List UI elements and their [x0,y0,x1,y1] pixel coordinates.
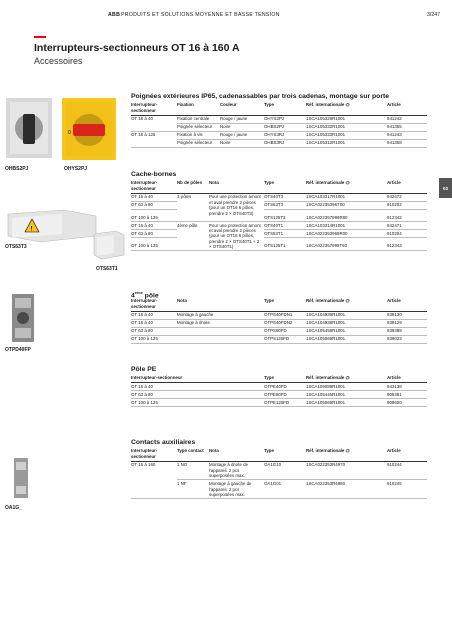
cell: 3 pôles [177,193,209,221]
oa1g-image [6,454,36,502]
cell: 1SCA022353969R00 [306,230,387,238]
ohys2pj-image [60,96,118,164]
cell: 1SCA022353967S0 [306,201,387,209]
table-row [131,193,427,201]
cell: 1SCA105332R1001 [306,123,387,131]
cell: OTPS40FDN1 [264,311,306,319]
table-row [131,327,427,335]
table-row [131,335,427,343]
cell: 1SCA105069R1001 [306,399,387,407]
cell: 1SCA105333R1001 [306,131,387,139]
cell: OT 16 à 40 [131,116,153,122]
cell: 939389 [387,327,427,335]
col-header: Nota [177,297,264,311]
handles-section [131,92,427,148]
cell: OT 100 à 125 [131,399,264,407]
cell: 1SCA104938R1001 [306,319,387,327]
cell: 939130 [387,311,427,319]
table-row [131,131,427,139]
cell: OTPE125FD [264,399,306,407]
pe-pole-table [131,374,427,407]
cell: 941355 [387,123,427,131]
col-header: Type [264,374,306,383]
table-row [131,201,427,209]
col-header: Interrupteur-sectionneur [131,101,177,115]
table-row [131,461,427,480]
cell: Montage à droite de l'appareil. 2 pcs superposées max. [209,461,264,480]
cell [177,335,264,343]
col-header: Article [387,447,427,461]
cell: 939023 [387,335,427,343]
otpd40fp-label: OTPD40FP [5,347,31,353]
cell: 1SCA105312R1001 [306,139,387,147]
handles-title: Poignées extérieures IP65, cadenassables par trois cadenas, montage sur porte [131,93,390,100]
col-header: Réf. internationale @ [306,297,387,311]
ots63t1-image [90,228,126,262]
cell: OT 16 à 40 [131,383,264,391]
cell: OTS63T3 [264,201,306,209]
cell: OT 16 à 40 [131,193,177,201]
table-row [131,399,427,407]
chapter-tab[interactable]: 03 [439,178,452,198]
cell: 1SCA104939R1001 [306,311,387,319]
col-header: Interrupteur-sectionneur [131,447,177,461]
fourth-pole-section [131,288,427,344]
cell: Noire [220,139,264,147]
svg-text:0: 0 [68,130,71,136]
cell: Poignée sélecteur [177,139,220,147]
cell: 1SCA105069R1001 [306,335,387,343]
pe-pole-section [131,365,427,407]
ohys2pj-label: OHYS2PJ [64,166,88,172]
cell: 909381 [387,391,427,399]
col-header: Réf. internationale @ [306,447,387,461]
terminal-covers-title: Cache-bornes [131,171,177,178]
cell [131,480,177,499]
cell: 1 NO [177,461,209,480]
aux-contacts-title: Contacts auxiliaires [131,439,196,446]
title-sup: ème [134,290,143,295]
cell: 1SCA022357999R80 [306,209,387,221]
ots63t3-image [4,206,100,246]
table-row [131,209,427,221]
cell: OT 100 à 125 [131,238,177,251]
cell: OHBS3RJ [264,139,306,147]
cell: Montage à gauche de l'appareil. 2 pcs superposées max. [209,480,264,499]
col-header: Article [387,297,427,311]
oa1g-label: OA1G_ [5,505,22,511]
cell: 939129 [387,319,427,327]
svg-text:!: ! [30,226,33,233]
cell: OHYS3RJ [264,131,306,139]
title-part: pôle [142,292,159,300]
cell: OT 16 à 40 [131,221,177,229]
col-header: Réf. internationale @ [306,101,387,115]
col-header: Article [387,374,427,383]
cell: OTPS125FD [264,335,306,343]
cell: Fixation à vis [177,131,220,139]
cell: 912342 [387,209,427,221]
ohbs2pj-image [4,96,54,164]
cell: OTS40T3 [264,193,306,201]
col-header: Nota [209,179,264,193]
cell: OTS125T1 [264,238,306,251]
aux-contacts-table [131,447,427,499]
cell: OTPE40FD [264,383,306,391]
ots63t1-label: OTS63T1 [96,266,118,272]
cell: 941242 [387,115,427,123]
col-header: Type [264,179,306,193]
cell: Poignée sélecteur [177,123,220,131]
col-header: Nota [209,447,264,461]
col-header: Fixation [177,101,220,115]
terminal-covers-section [131,170,427,251]
cell: 1SCA022353R4970 [306,461,387,480]
table-row [131,391,427,399]
otpd40fp-image [6,290,40,346]
col-header: Couleur [220,101,264,115]
cell: Rouge / jaune [220,115,264,123]
handles-table [131,101,427,148]
cell: OT 16 à 40 [131,319,177,327]
cell [177,327,264,335]
cell: 910245 [387,480,427,499]
cell: OTPS80FD [264,327,306,335]
fourth-pole-title [131,288,427,300]
cell: OTS40T1 [264,221,306,229]
pe-pole-title: Pôle PE [131,366,157,373]
cell: 910202 [387,201,427,209]
cell: 1SCA105458R1001 [306,327,387,335]
table-row [131,123,427,131]
cell: OT 16 à 125 [131,132,156,138]
brand-name: ABB [108,12,121,18]
table-row [131,230,427,238]
page-number: 3/247 [427,12,440,18]
cell: 1SCA105445R1001 [306,391,387,399]
cell: 1SCA109089R1001 [306,383,387,391]
cell: 942472 [387,193,427,201]
cell: OTS63T1 [264,230,306,238]
cell: Rouge / jaune [220,131,264,139]
table-row [131,115,427,123]
cell: OTPS40FDN2 [264,319,306,327]
cell: Pour une protection amont et aval prendre 2 pièces (pour un OT16 6 pôles, prendre 2 × OTS40T1 + 2 × OTS40T1) [209,221,264,251]
col-header: Interrupteur-sectionneur [131,374,264,383]
cell: 910244 [387,461,427,480]
col-header: Interrupteur-sectionneur [131,297,177,311]
col-header: Réf. internationale @ [306,179,387,193]
cell: OT 100 à 125 [131,335,177,343]
col-header: Type [264,101,306,115]
cell: OA1G01 [264,480,306,499]
cell: OHYS2PJ [264,115,306,123]
aux-contacts-section [131,438,427,499]
cell: OT 100 à 125 [131,209,177,221]
col-header: Interrupteur-sectionneur [131,179,177,193]
cell: 1SCA105329R1001 [306,115,387,123]
cell [131,123,177,131]
table-row [131,383,427,391]
table-row [131,319,427,327]
ohbs2pj-label: OHBS2PJ [5,166,29,172]
page-header [0,12,452,22]
accent-bar [34,36,46,38]
cell: Montage à gauche [177,311,264,319]
page-title: Interrupteurs-sectionneurs OT 16 à 160 A [34,42,240,54]
page-subtitle: Accessoires [34,56,83,66]
cell: 910204 [387,230,427,238]
cell: OA1G10 [264,461,306,480]
cell: 1 NF [177,480,209,499]
cell: OTS125T3 [264,209,306,221]
cell: Montage à droite [177,319,264,327]
table-row [131,238,427,251]
col-header: Type [264,297,306,311]
cell: OT 63 à 80 [131,391,264,399]
cell: 909600 [387,399,427,407]
cell: 1SCA103314R1001 [306,221,387,229]
cell: 1SCA103317R1001 [306,193,387,201]
cell [131,139,177,147]
col-header: Type [264,447,306,461]
cell: 942471 [387,221,427,229]
table-row [131,221,427,229]
cell: OHBS2PJ [264,123,306,131]
terminal-covers-table [131,179,427,251]
cell: Noire [220,123,264,131]
table-row [131,480,427,499]
cell: 4ème pôle [177,221,209,251]
cell: OT 63 à 80 [131,201,177,209]
cell: OT 16 à 160 [131,462,156,468]
col-header: Nb de pôles [177,179,209,193]
cell: OT 63 à 80 [131,230,177,238]
table-row [131,139,427,147]
col-header: Article [387,101,427,115]
col-header: Réf. internationale @ [306,374,387,383]
title-part: 4 [131,292,135,300]
cell: OTPE80FD [264,391,306,399]
cell: 1SCA022353R4880 [306,480,387,499]
col-header: Article [387,179,427,193]
cell: Fixation centrale [177,115,220,123]
cell: 943138 [387,383,427,391]
col-header: Type contact [177,447,209,461]
fourth-pole-table [131,297,427,344]
cell: OT 63 à 80 [131,327,177,335]
table-row [131,311,427,319]
ots63t3-label: OTS63T3 [5,244,27,250]
cell: Pour une protection amont et aval prendre 2 pièces (pour un OT16 6 pôles, prendre 2 × OTS40T3) [209,193,264,221]
cell: 1SCA022357999T60 [306,238,387,251]
cell: 912343 [387,238,427,251]
cell: OT 16 à 40 [131,311,177,319]
header-title: PRODUITS ET SOLUTIONS MOYENNE ET BASSE TENSION [121,12,280,18]
cell: 941243 [387,131,427,139]
cell: 941358 [387,139,427,147]
